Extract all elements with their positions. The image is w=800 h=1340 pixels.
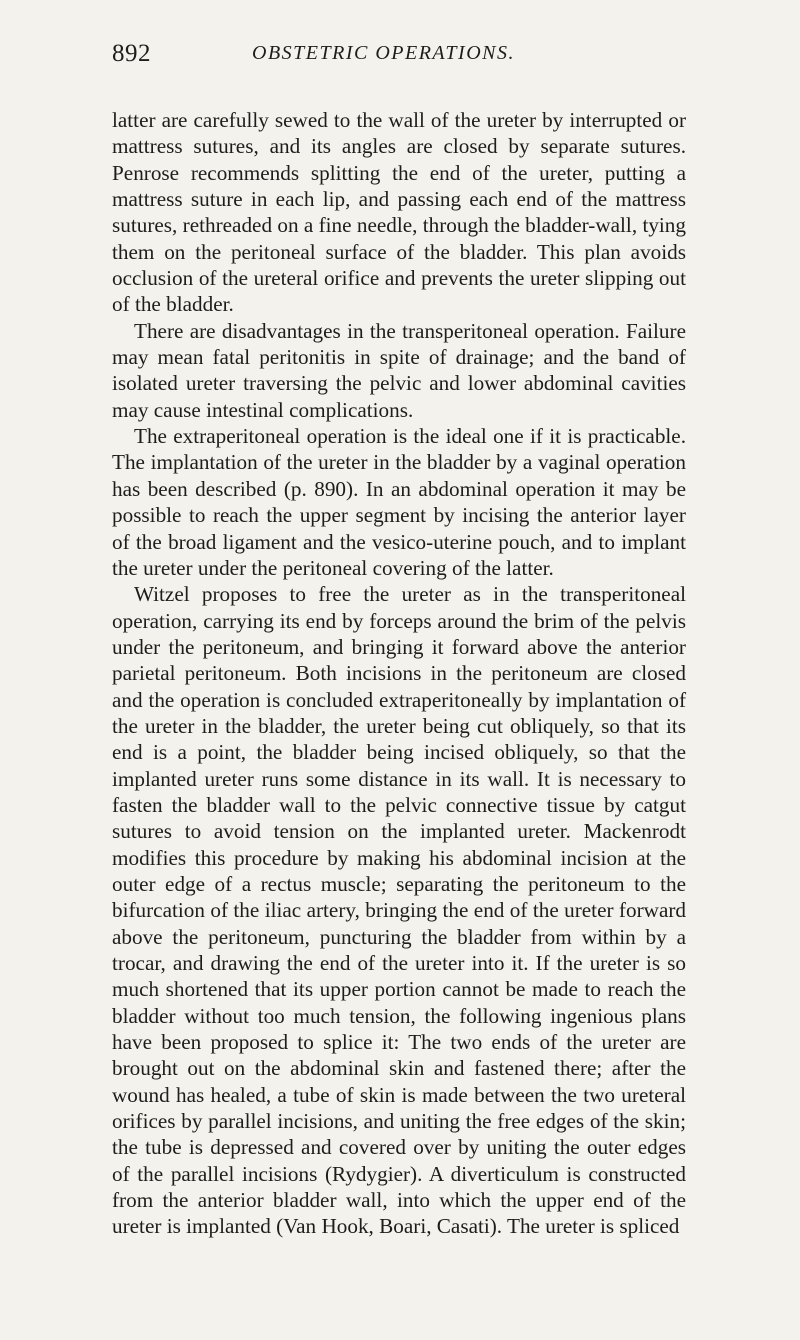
body-text — [112, 107, 686, 1240]
paragraph: Witzel proposes to free the ureter as in the transperitoneal operation, carrying its end by forceps around the brim of the pelvis under the peritoneum, and bringing it forward above the anterior parietal peritoneum. Both incisions in the peritoneum are closed and the operation is concluded extraperitoneally by implantation of the ureter in the bladder, the ureter being cut obliquely, so that its end is a point, the bladder being incised obliquely, so that the implanted ureter runs some distance in its wall. It is necessary to fasten the bladder wall to the pelvic connective tissue by catgut sutures to avoid tension on the implanted ureter. Mackenrodt modifies this procedure by making his abdominal incision at the outer edge of a rectus muscle; separating the peritoneum to the bifurcation of the iliac artery, bringing the end of the ureter forward above the peritoneum, puncturing the bladder from within by a trocar, and drawing the end of the ureter into it. If the ureter is so much shortened that its upper portion cannot be made to reach the bladder without too much tension, the following ingenious plans have been proposed to splice it: The two ends of the ureter are brought out on the abdominal skin and fastened there; after the wound has healed, a tube of skin is made between the two ureteral orifices by parallel incisions, and uniting the free edges of the skin; the tube is depressed and covered over by uniting the outer edges of the parallel incisions (Rydygier). A diverticulum is constructed from the anterior bladder wall, into which the upper end of the ureter is implanted (Van Hook, Boari, Casati). The ureter is spliced — [112, 582, 686, 1239]
running-title: OBSTETRIC OPERATIONS. — [252, 42, 515, 64]
paragraph: latter are carefully sewed to the wall of the ureter by interrupted or mattress sutures, and its angles are closed by separate sutures. Penrose recommends splitting the end of the ureter, putting a mattress suture in each lip, and passing each end of the mattress sutures, rethreaded on a fine needle, through the bladder-wall, tying them on the peritoneal surface of the bladder. This plan avoids occlusion of the ureteral orifice and prevents the ureter slipping out of the bladder. — [112, 108, 686, 317]
paragraph: There are disadvantages in the transperitoneal operation. Failure may mean fatal peritonitis in spite of drainage; and the band of isolated ureter traversing the pelvic and lower abdominal cavities may cause intestinal complications. — [112, 318, 686, 422]
page-number: 892 — [112, 40, 151, 67]
paragraph: The extraperitoneal operation is the ideal one if it is practicable. The implantation of the ureter in the bladder by a vaginal operation has been described (p. 890). In an abdominal operation it may be possible to reach the upper segment by incising the anterior layer of the broad ligament and the vesico-uterine pouch, and to implant the ureter under the peritoneal covering of the latter. — [112, 424, 686, 580]
page-header — [112, 40, 712, 74]
